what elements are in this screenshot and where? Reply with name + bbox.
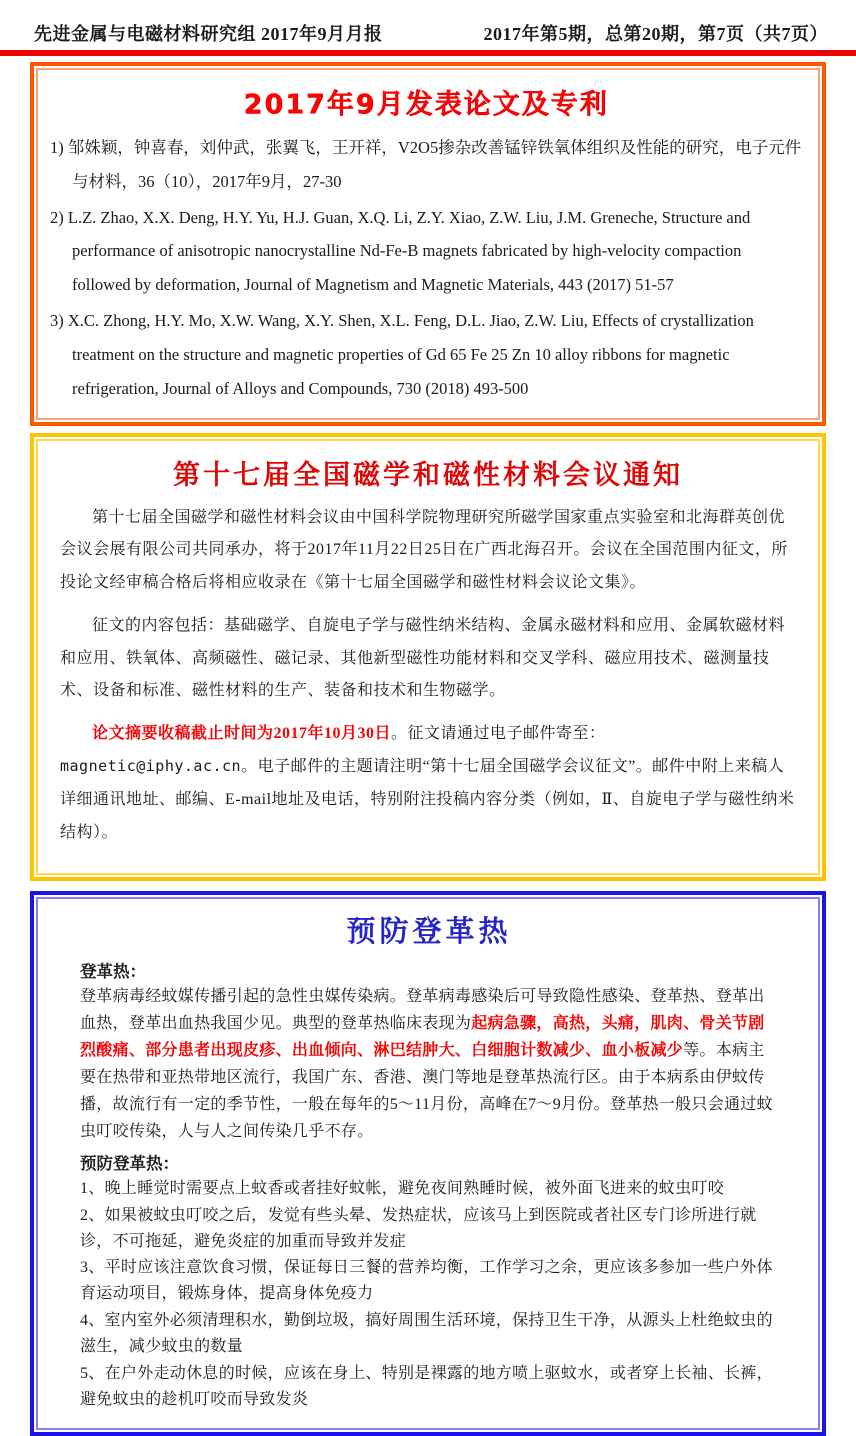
dengue-symptoms-highlight: 起病急骤，高热，头痛，肌肉、骨关节剧烈酸痛、部分患者出现皮疹、出血倾向、淋巴结肿大、白细胞计数减少、血小板减少 (80, 1015, 765, 1060)
dengue-box-inner (36, 897, 820, 1429)
dengue-intro-heading: 登革热： (80, 962, 146, 982)
papers-box (30, 62, 826, 426)
dengue-intro-paragraph (80, 984, 778, 1145)
dengue-tip-3: 3、平时应该注意饮食习惯，保证每日三餐的营养均衡，工作学习之余，更应该多参加一些户外体育运动项目，锻炼身体，提高身体免疫力 (80, 1259, 773, 1303)
conference-paragraph-3 (60, 718, 796, 849)
dengue-title: 预防登革热 (346, 916, 512, 949)
conference-paragraph-1: 第十七届全国磁学和磁性材料会议由中国科学院物理研究所磁学国家重点实验室和北海群英创优会议会展有限公司共同承办，将于2017年11月22日25日在广西北海召开。会议在全国范围内征文，所投论文经审稿合格后将相应收录在《第十七届全国磁学和磁性材料会议论文集》。 (60, 508, 788, 592)
header-divider-rule (0, 50, 856, 56)
papers-box-inner (36, 68, 820, 420)
conference-box (30, 433, 826, 882)
submission-deadline: 论文摘要收稿截止时间为2017年10月30日 (92, 725, 392, 743)
dengue-intro-text-2: 等。本病主要在热带和亚热带地区流行，我国广东、香港、澳门等地是登革热流行区。由于本病系由伊蚊传播，故流行有一定的季节性，一般在每年的5～11月份，高峰在7～9月份。登革热一般只会通过蚊虫叮咬传染，人与人之间传染几乎不存。 (80, 1042, 773, 1140)
conference-email: magnetic@iphy.ac.cn (60, 757, 242, 776)
dengue-tips-heading: 预防登革热： (80, 1153, 179, 1173)
conference-paragraph-2: 征文的内容包括：基础磁学、自旋电子学与磁性纳米结构、金属永磁材料和应用、金属软磁材料和应用、铁氧体、高频磁性、磁记录、其他新型磁性功能材料和交叉学科、磁应用技术、磁测量技术、设备和标准、磁性材料的生产、装备和技术和生物磁学。 (60, 616, 786, 700)
header-right-text: 2017年第5期，总第20期，第7页（共7页） (483, 24, 828, 44)
page-header (0, 0, 856, 50)
conference-box-inner (36, 439, 820, 876)
dengue-tip-5: 5、在户外走动休息的时候，应该在身上、特别是裸露的地方喷上驱蚊水，或者穿上长袖、长裤，避免蚊虫的趁机叮咬而导致发炎 (80, 1365, 773, 1408)
dengue-box (30, 891, 826, 1435)
papers-title: 2017年9月发表论文及专利 (243, 89, 609, 120)
paper-item-3: 3) X.C. Zhong, H.Y. Mo, X.W. Wang, X.Y. Shen, X.L. Feng, D.L. Jiao, Z.W. Liu, Effects of crystallization treatment on the structure and magnetic properties of Gd 65 Fe 25 Zn 10 alloy ribbons for magnetic refrigeration, Journal of Alloys and Compounds, 730 (2018) 493-500 (50, 311, 754, 398)
conference-title: 第十七届全国磁学和磁性材料会议通知 (173, 459, 683, 490)
conference-paragraph-3-rest: 。电子邮件的主题请注明“第十七届全国磁学会议征文”。邮件中附上来稿人详细通讯地址、邮编、E-mail地址及电话，特别附注投稿内容分类（例如，Ⅱ、自旋电子学与磁性纳米结构）。 (60, 758, 795, 841)
dengue-tip-2: 2、如果被蚊虫叮咬之后，发觉有些头晕、发热症状，应该马上到医院或者社区专门诊所进行就诊，不可拖延，避免炎症的加重而导致并发症 (80, 1206, 757, 1250)
paper-item-2: 2) L.Z. Zhao, X.X. Deng, H.Y. Yu, H.J. Guan, X.Q. Li, Z.Y. Xiao, Z.W. Liu, J.M. Greneche, Structure and performance of anisotropic nanocrystalline Nd-Fe-B magnets fabricated by high-velocity compaction followed by deformation, Journal of Magnetism and Magnetic Materials, 443 (2017) 51-57 (50, 207, 751, 295)
paper-item-1: 1) 邹姝颖，钟喜春，刘仲武，张翼飞，王开祥，V2O5掺杂改善锰锌铁氧体组织及性能的研究，电子元件与材料，36（10），2017年9月，27-30 (50, 138, 802, 191)
dengue-tip-4: 4、室内室外必须清理积水，勤倒垃圾，搞好周围生活环境，保持卫生干净，从源头上杜绝蚊虫的滋生，减少蚊虫的数量 (80, 1312, 773, 1356)
dengue-tip-1: 1、晚上睡觉时需要点上蚊香或者挂好蚊帐，避免夜间熟睡时候，被外面飞进来的蚊虫叮咬 (80, 1179, 725, 1197)
conference-paragraph-3-mid: 。征文请通过电子邮件寄至： (391, 725, 606, 743)
dengue-intro-text-1: 登革病毒经蚊媒传播引起的急性虫媒传染病。登革病毒感染后可导致隐性感染、登革热、登革出血热，登革出血热我国少见。典型的登革热临床表现为 (80, 988, 765, 1033)
header-left-text: 先进金属与电磁材料研究组 2017年9月月报 (34, 24, 383, 44)
